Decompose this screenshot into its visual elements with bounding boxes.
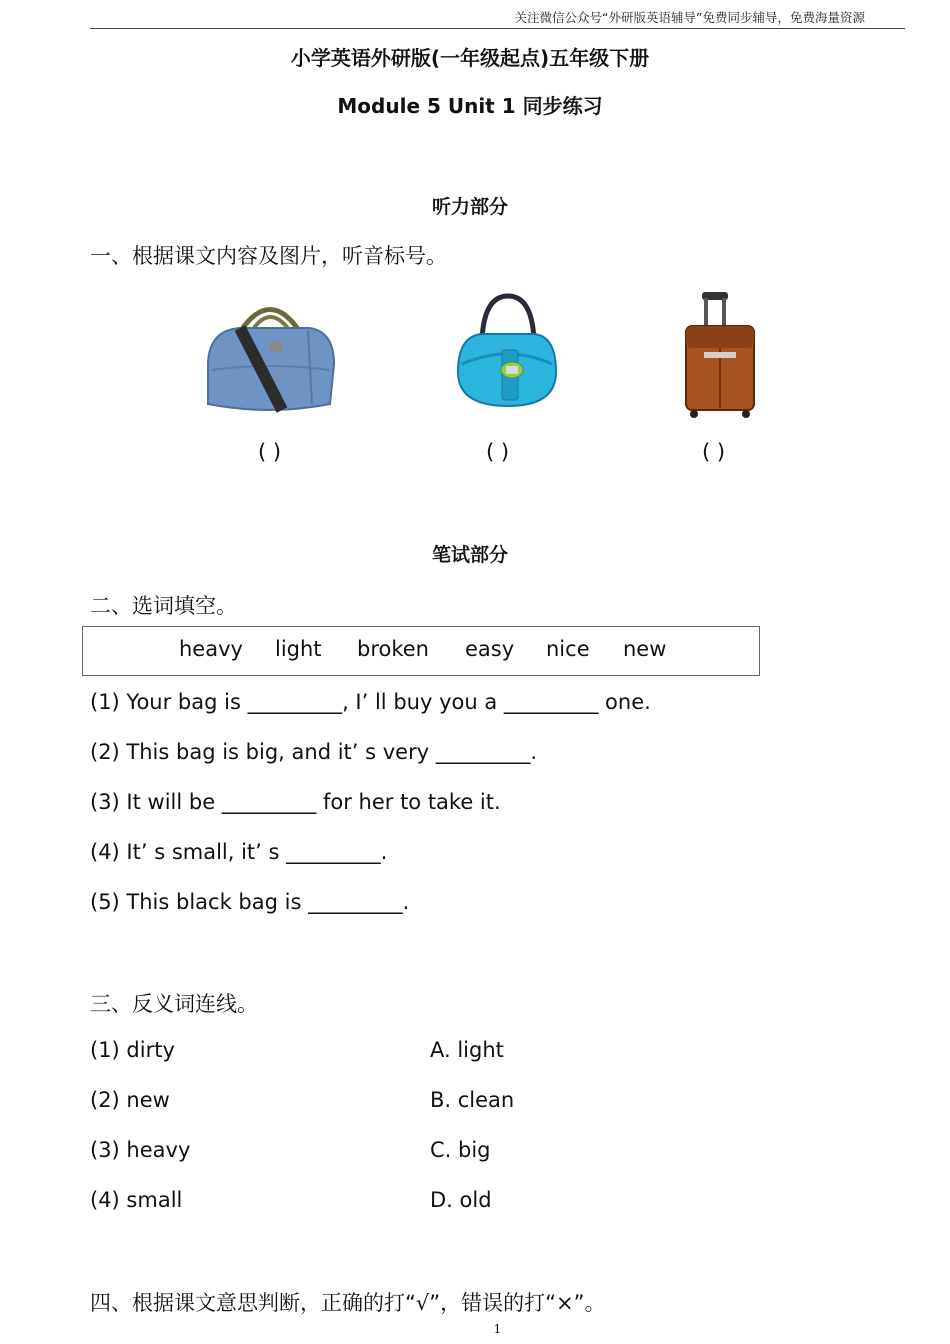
q4-prompt: 四、根据课文意思判断，正确的打“√”，错误的打“×”。	[90, 1291, 606, 1315]
q2-sentence: (5) This black bag is _________.	[90, 890, 410, 914]
writing-heading: 笔试部分	[431, 544, 508, 566]
q3-left-item: (4) small	[90, 1188, 183, 1212]
page-subtitle: Module 5 Unit 1 同步练习	[337, 94, 603, 118]
q3-right-item: D. old	[430, 1188, 492, 1212]
word-bank-word: heavy	[179, 637, 243, 661]
word-bank-word: new	[623, 637, 667, 661]
q3-right-item: B. clean	[430, 1088, 515, 1112]
q3-left-item: (2) new	[90, 1088, 170, 1112]
blank-paren-3: ( )	[702, 440, 726, 464]
q2-sentence: (1) Your bag is _________, I’ ll buy you a _________ one.	[90, 690, 651, 714]
suitcase-icon	[680, 290, 760, 420]
q1-prompt: 一、根据课文内容及图片，听音标号。	[90, 244, 447, 268]
q2-sentence: (4) It’ s small, it’ s _________.	[90, 840, 388, 864]
q3-left-item: (1) dirty	[90, 1038, 175, 1062]
header-divider	[90, 28, 905, 29]
duffel-bag-icon	[200, 292, 340, 417]
word-bank-word: nice	[546, 637, 590, 661]
listening-heading: 听力部分	[431, 196, 508, 218]
q2-sentence: (3) It will be _________ for her to take it.	[90, 790, 501, 814]
page-title: 小学英语外研版(一年级起点)五年级下册	[290, 46, 650, 70]
q3-prompt: 三、反义词连线。	[90, 992, 258, 1016]
q2-sentence: (2) This bag is big, and it’ s very _________.	[90, 740, 537, 764]
q3-left-item: (3) heavy	[90, 1138, 191, 1162]
word-bank-box	[82, 626, 760, 676]
header-note: 关注微信公众号“外研版英语辅导”免费同步辅导，免费海量资源	[514, 10, 865, 25]
page-number: 1	[493, 1322, 502, 1336]
q3-right-item: A. light	[430, 1038, 504, 1062]
word-bank-word: light	[275, 637, 322, 661]
q3-right-item: C. big	[430, 1138, 491, 1162]
word-bank-word: easy	[465, 637, 515, 661]
q2-prompt: 二、选词填空。	[90, 594, 237, 618]
word-bank-word: broken	[357, 637, 429, 661]
blank-paren-2: ( )	[486, 440, 510, 464]
handbag-icon	[452, 292, 562, 412]
blank-paren-1: ( )	[258, 440, 282, 464]
